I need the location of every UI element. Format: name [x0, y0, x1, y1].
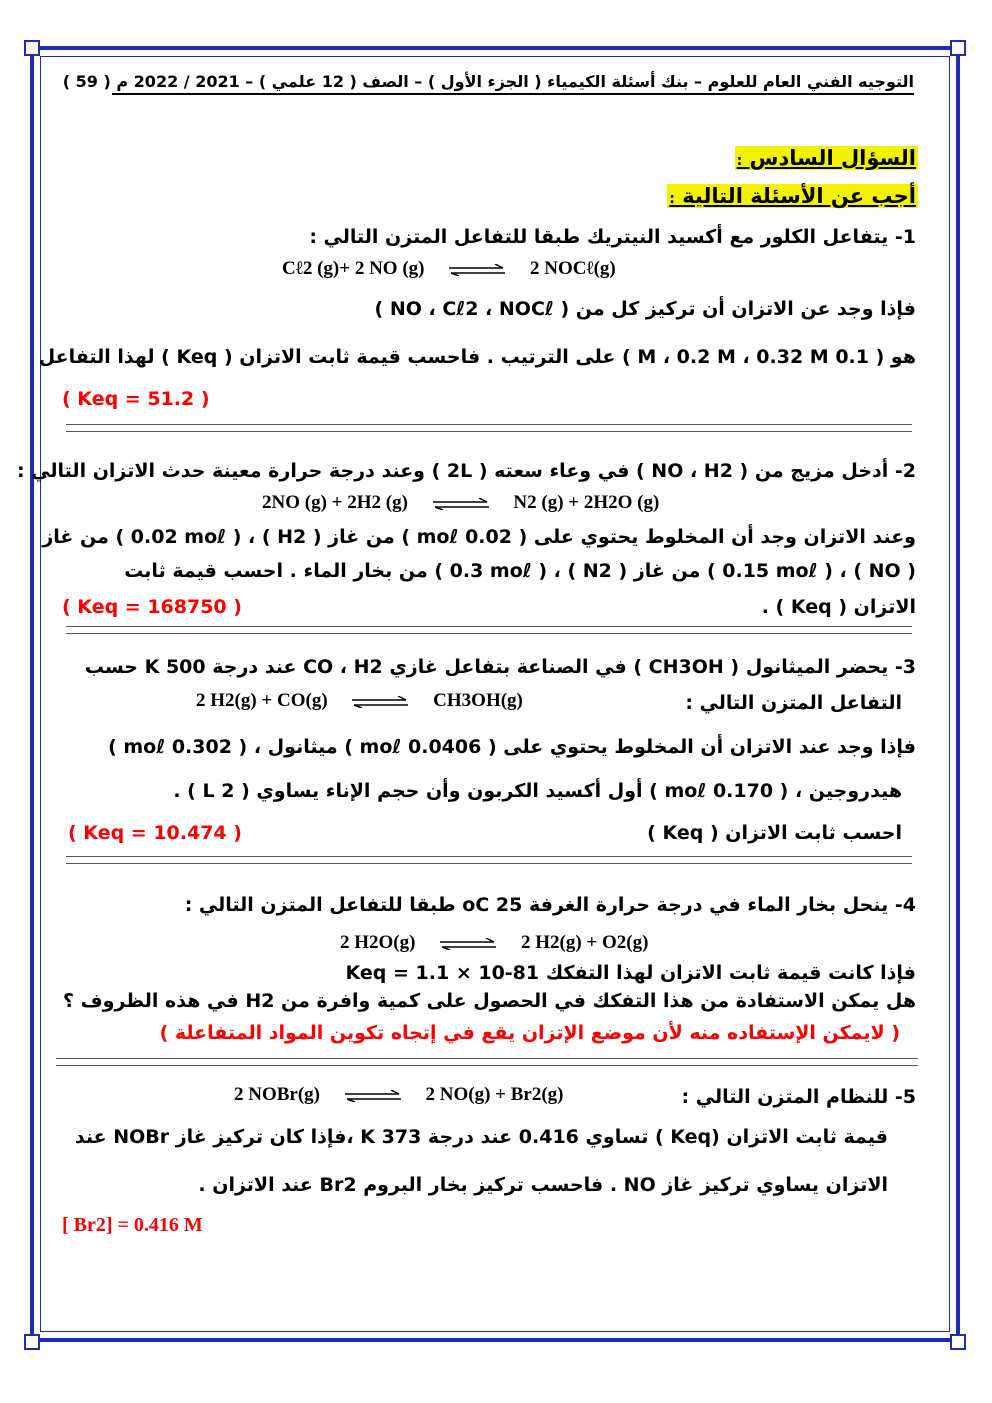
q5-equation-right: 2 NO(g) + Br2(g) — [425, 1084, 564, 1105]
q4-equation-left: 2 H2O(g) — [340, 932, 416, 953]
q5-prompt: 5- للنظام المتزن التالي : — [681, 1086, 916, 1108]
q3-line4: هيدروجين ، ( 0.170 moℓ ) أول أكسيد الكربون وأن حجم الإناء يساوي ( 2 L ) . — [173, 780, 902, 802]
q2-line4: الاتزان ( Keq ) . — [761, 596, 916, 618]
border-corner — [950, 40, 966, 56]
border-corner — [24, 40, 40, 56]
q5-answer: [ Br2] = 0.416 M — [62, 1214, 203, 1236]
q2-line3: ( NO ) ، ( 0.15 moℓ ) من غاز ( N2 ) ، ( 0.3 moℓ ) من بخار الماء . احسب قيمة ثابت — [124, 560, 916, 582]
q3-line2: التفاعل المتزن التالي : — [685, 692, 902, 714]
equilibrium-arrows-icon — [350, 696, 410, 708]
separator — [66, 424, 912, 432]
q1-answer: ( Keq = 51.2 ) — [62, 388, 210, 410]
q3-line5: احسب ثابت الاتزان ( Keq ) — [647, 822, 902, 844]
separator — [66, 856, 912, 864]
q4-equation-right: 2 H2(g) + O2(g) — [520, 932, 649, 953]
equilibrium-arrows-icon — [343, 1090, 403, 1102]
section-subtitle-text: أجب عن الأسئلة التالية — [682, 184, 916, 208]
section-title — [735, 146, 918, 170]
q1-equation-left: Cℓ2 (g)+ 2 NO (g) — [282, 258, 425, 279]
q5-line2: قيمة ثابت الاتزان (Keq ) تساوي 0.416 عند درجة 373 K ،فإذا كان تركيز غاز NOBr عند — [74, 1126, 888, 1148]
q4-line3: هل يمكن الاستفادة من هذا التفكك في الحصول على كمية وافرة من H2 في هذه الظروف ؟ — [62, 990, 916, 1012]
q2-answer: ( Keq = 168750 ) — [62, 596, 242, 618]
equilibrium-arrows-icon — [447, 264, 507, 276]
q4-answer: ( لايمكن الإستفاده منه لأن موضع الإتزان يقع في إتجاه تكوين المواد المتفاعلة ) — [159, 1022, 900, 1044]
q5-equation-left: 2 NOBr(g) — [234, 1084, 321, 1105]
q2-equation — [262, 492, 659, 514]
separator — [56, 1058, 918, 1066]
q1-prompt: 1- يتفاعل الكلور مع أكسيد النيتريك طبقا للتفاعل المتزن التالي : — [309, 226, 916, 248]
q2-equation-left: 2NO (g) + 2H2 (g) — [262, 492, 408, 513]
section-title-text: السؤال السادس — [749, 146, 916, 170]
q3-line3: فإذا وجد عند الاتزان أن المخلوط يحتوي على ( 0.0406 moℓ ) ميثانول ، ( 0.302 moℓ ) — [108, 736, 916, 758]
separator — [66, 626, 912, 634]
q1-question: هو ( 0.1 M ، 0.2 M ، 0.32 M ) على الترتيب . فاحسب قيمة ثابت الاتزان ( Keq ) لهذا التفاعل — [38, 346, 916, 368]
q5-line3: الاتزان يساوي تركيز غاز NO . فاحسب تركيز بخار البروم Br2 عند الاتزان . — [198, 1174, 888, 1196]
border-corner — [24, 1334, 40, 1350]
q1-concentrations: فإذا وجد عن الاتزان أن تركيز كل من ( NO ، Cℓ2 ، NOCℓ ) — [374, 298, 916, 320]
q5-equation — [234, 1084, 564, 1106]
q1-equation-right: 2 NOCℓ(g) — [529, 258, 616, 279]
q4-equation — [340, 932, 648, 954]
q2-line2: وعند الاتزان وجد أن المخلوط يحتوي على ( 0.02 moℓ ) من غاز ( H2 ) ، ( 0.02 moℓ ) من غاز — [42, 526, 916, 548]
equilibrium-arrows-icon — [431, 498, 491, 510]
section-subtitle-colon: : — [669, 191, 675, 207]
section-subtitle — [667, 184, 918, 208]
q3-prompt: 3- يحضر الميثانول ( CH3OH ) في الصناعة بتفاعل غازي CO ، H2 عند درجة 500 K حسب — [84, 656, 916, 678]
q4-prompt: 4- ينحل بخار الماء في درجة حرارة الغرفة 25 oC طبقا للتفاعل المتزن التالي : — [184, 894, 916, 916]
q1-equation — [282, 258, 616, 280]
page-header: التوجيه الفني العام للعلوم – بنك أسئلة الكيمياء ( الجزء الأول ) – الصف ( 12 علمي ) – 2021 / 2022 م ( 59 ) — [112, 72, 914, 95]
section-title-colon: : — [736, 153, 743, 169]
q4-line2: فإذا كانت قيمة ثابت الاتزان لهذا التفكك Keq = 1.1 × 10-81 — [345, 962, 916, 984]
q3-equation — [196, 690, 523, 712]
q2-equation-right: N2 (g) + 2H2O (g) — [513, 492, 660, 513]
border-corner — [950, 1334, 966, 1350]
q3-equation-left: 2 H2(g) + CO(g) — [196, 690, 328, 711]
q3-answer: ( Keq = 10.474 ) — [68, 822, 242, 844]
equilibrium-arrows-icon — [438, 938, 498, 950]
q2-prompt: 2- أدخل مزيج من ( NO ، H2 ) في وعاء سعته ( 2L ) وعند درجة حرارة معينة حدث الاتزان التالي : — [16, 460, 916, 482]
q3-equation-right: CH3OH(g) — [433, 690, 523, 711]
